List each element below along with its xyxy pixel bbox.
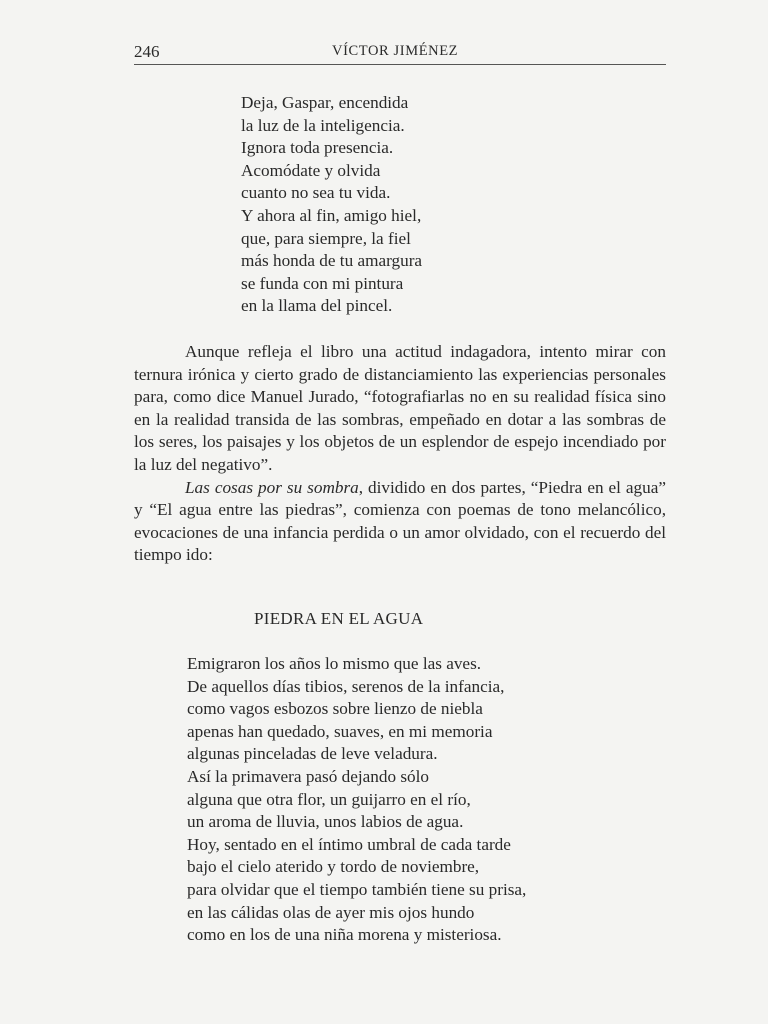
poem-line: un aroma de lluvia, unos labios de agua. xyxy=(187,812,464,832)
poem-line: Acomódate y olvida xyxy=(241,160,381,180)
poem-line: algunas pinceladas de leve veladura. xyxy=(187,744,438,764)
poem-2-title: PIEDRA EN EL AGUA xyxy=(254,609,424,628)
poem-line: Hoy, sentado en el íntimo umbral de cada tarde xyxy=(187,834,511,854)
poem-line: que, para siempre, la fiel xyxy=(241,228,411,248)
poem-line: Emigraron los años lo mismo que las aves. xyxy=(187,654,482,673)
prose-block xyxy=(134,341,666,567)
book-title: Las cosas por su sombra xyxy=(185,477,359,497)
poem-line: la luz de la inteligencia. xyxy=(241,115,405,135)
poem-line: en la llama del pincel. xyxy=(241,296,393,316)
poem-line: Deja, Gaspar, encendida xyxy=(241,93,409,112)
poem-line: se funda con mi pintura xyxy=(241,273,404,293)
poem-line: De aquellos días tibios, serenos de la infancia, xyxy=(187,676,505,696)
poem-line: Ignora toda presencia. xyxy=(241,138,394,158)
poem-line: más honda de tu amargura xyxy=(241,251,423,271)
poem-line: Así la primavera pasó dejando sólo xyxy=(187,766,429,786)
running-head: VÍCTOR JIMÉNEZ xyxy=(332,43,459,59)
poem-line: para olvidar que el tiempo también tiene su prisa, xyxy=(187,879,527,899)
paragraph-2 xyxy=(134,477,666,567)
poem-1 xyxy=(241,92,422,318)
paragraph-2-text: , dividido en dos partes, “Piedra en el agua” y “El agua entre las piedras”, comienza con poemas de tono melancólico, evocaciones de una infancia perdida o un amor olvidado, con el recuerdo del tiempo ido: xyxy=(134,477,667,565)
page-number: 246 xyxy=(134,42,160,61)
poem-line: alguna que otra flor, un guijarro en el río, xyxy=(187,789,471,809)
poem-line: cuanto no sea tu vida. xyxy=(241,183,391,203)
poem-line: Y ahora al fin, amigo hiel, xyxy=(241,205,422,225)
poem-line: bajo el cielo aterido y tordo de noviembre, xyxy=(187,857,480,877)
paragraph-1: Aunque refleja el libro una actitud indagadora, intento mirar con ternura irónica y cierto grado de distanciamiento las experiencias personales para, como dice Manuel Jurado, “fotografiarlas no en su realidad física sino en la realidad transida de las sombras, empeñado en dotar a las sombras de los seres, los paisajes y los objetos de un esplendor de espejo incendiado por la luz del negativo”. xyxy=(134,342,666,474)
header-rule xyxy=(134,64,666,65)
poem-2 xyxy=(187,653,526,947)
poem-line: apenas han quedado, suaves, en mi memoria xyxy=(187,721,493,741)
poem-line: como vagos esbozos sobre lienzo de niebla xyxy=(187,699,483,719)
poem-line: como en los de una niña morena y misteriosa. xyxy=(187,925,502,945)
poem-line: en las cálidas olas de ayer mis ojos hundo xyxy=(187,902,475,922)
